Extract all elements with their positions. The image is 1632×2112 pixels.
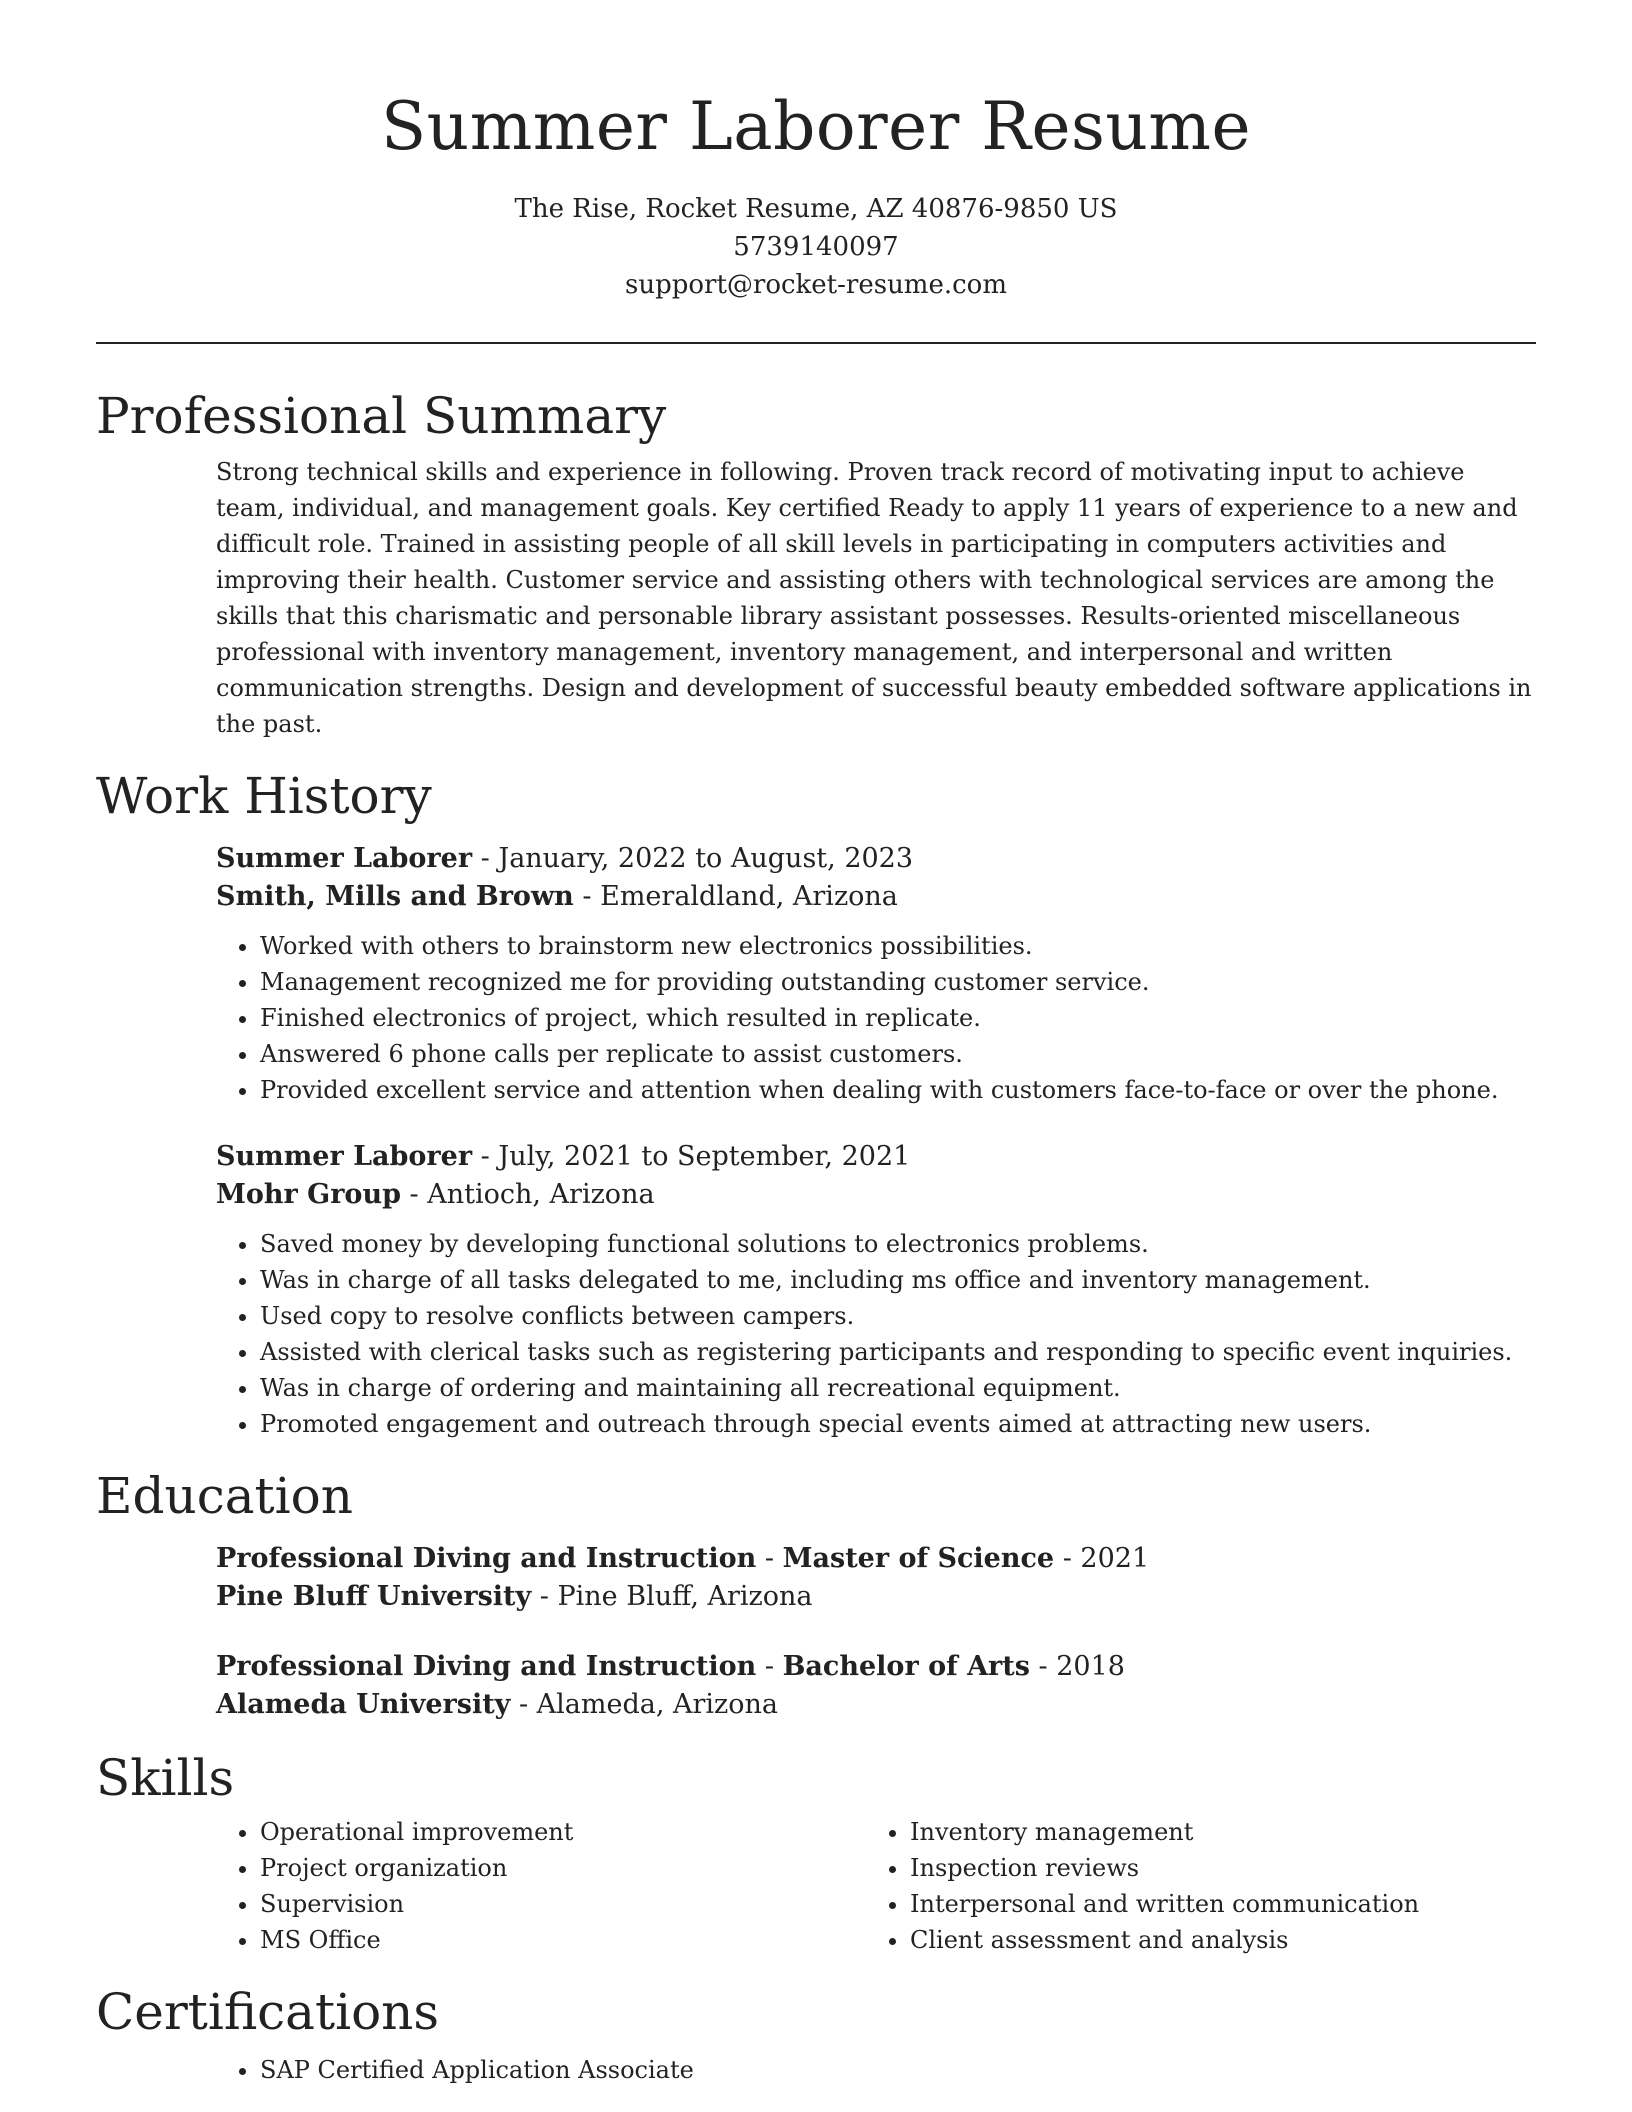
list-item: • Saved money by developing functional solutions to electronics problems. [260,1226,1536,1262]
job-company: Smith, Mills and Brown [216,881,574,912]
education-heading: Education [96,1467,353,1525]
work-history-section [96,764,1536,1442]
certifications-section [96,1980,1536,2088]
job-company-line [216,878,1536,916]
education-degree-line [216,1540,1536,1578]
skills-column-left [216,1810,866,1958]
summary-section [96,384,1536,742]
education-school-line [216,1686,1536,1724]
education-year: - 2021 [1054,1543,1150,1574]
skills-column-right [866,1810,1516,1958]
contact-address: The Rise, Rocket Resume, AZ 40876-9850 US [514,194,1118,224]
job-bullets [216,928,1536,1108]
job-title: Summer Laborer [216,843,473,874]
list-item: • Used copy to resolve conflicts between campers. [260,1298,1536,1334]
education-field: Professional Diving and Instruction [216,1651,757,1682]
list-item: • Finished electronics of project, which resulted in replicate. [260,1000,1536,1036]
list-item: • Answered 6 phone calls per replicate to assist customers. [260,1036,1536,1072]
job-dates: - July, 2021 to September, 2021 [472,1141,911,1172]
job-dates: - January, 2022 to August, 2023 [472,843,914,874]
list-item: • Inventory management [910,1814,1516,1850]
contact-phone: 5739140097 [733,232,899,262]
contact-email: support@rocket-resume.com [624,270,1007,300]
skills-list-right [866,1814,1516,1958]
job-title: Summer Laborer [216,1141,473,1172]
education-school-line [216,1578,1536,1616]
list-item: • Assisted with clerical tasks such as registering participants and responding to specific event inquiries. [260,1334,1536,1370]
list-item: • Supervision [260,1886,866,1922]
resume-header [96,0,1536,304]
separator: - [756,1543,783,1574]
education-degree: Master of Science [782,1543,1055,1574]
education-section [96,1464,1536,1724]
list-item: • Was in charge of ordering and maintaining all recreational equipment. [260,1370,1536,1406]
education-year: - 2018 [1029,1651,1125,1682]
list-item: • MS Office [260,1922,866,1958]
list-item: • Provided excellent service and attention when dealing with customers face-to-face or over the phone. [260,1072,1536,1108]
education-entry [216,1648,1536,1724]
education-field: Professional Diving and Instruction [216,1543,757,1574]
skills-heading: Skills [96,1749,235,1807]
summary-text: Strong technical skills and experience in following. Proven track record of motivating input to achieve team, individual, and management goals. Key certified Ready to apply 11 years of experience to a new and difficult role. Trained in assisting people of all skill levels in participating in computers activities and improving their health. Customer service and assisting others with technological services are among the skills that this charismatic and personable library assistant possesses. Results-oriented miscellaneous professional with inventory management, inventory management, and interpersonal and written communication strengths. Design and development of successful beauty embedded software applications in the past. [216,458,1532,738]
list-item: • Was in charge of all tasks delegated to me, including ms office and inventory management. [260,1262,1536,1298]
job-title-line [216,1138,1536,1176]
list-item: • SAP Certified Application Associate [260,2052,1536,2088]
education-school: Pine Bluff University [216,1581,532,1612]
resume-page [96,0,1536,2088]
list-item: • Client assessment and analysis [910,1922,1516,1958]
job-title-line [216,840,1536,878]
education-entry [216,1540,1536,1616]
separator: - [756,1651,783,1682]
job-entry [216,1138,1536,1442]
job-location: - Antioch, Arizona [400,1179,655,1210]
list-item: • Inspection reviews [910,1850,1516,1886]
education-location: - Alameda, Arizona [510,1689,779,1720]
skills-grid [216,1810,1536,1958]
skills-list-left [216,1814,866,1958]
work-history-heading: Work History [96,767,432,825]
education-school: Alameda University [216,1689,511,1720]
skills-section [96,1746,1536,1958]
list-item: • Worked with others to brainstorm new electronics possibilities. [260,928,1536,964]
education-degree: Bachelor of Arts [782,1651,1030,1682]
list-item: • Promoted engagement and outreach through special events aimed at attracting new users. [260,1406,1536,1442]
list-item: • Operational improvement [260,1814,866,1850]
job-bullets [216,1226,1536,1442]
job-company-line [216,1176,1536,1214]
certifications-list [216,2052,1536,2088]
education-degree-line [216,1648,1536,1686]
education-location: - Pine Bluff, Arizona [531,1581,813,1612]
summary-heading: Professional Summary [96,387,667,445]
job-company: Mohr Group [216,1179,401,1210]
header-divider [96,342,1536,344]
list-item: • Project organization [260,1850,866,1886]
resume-title: Summer Laborer Resume [380,88,1252,165]
list-item: • Interpersonal and written communication [910,1886,1516,1922]
job-location: - Emeraldland, Arizona [573,881,898,912]
list-item: • Management recognized me for providing outstanding customer service. [260,964,1536,1000]
job-entry [216,840,1536,1108]
certifications-heading: Certifications [96,1983,440,2041]
